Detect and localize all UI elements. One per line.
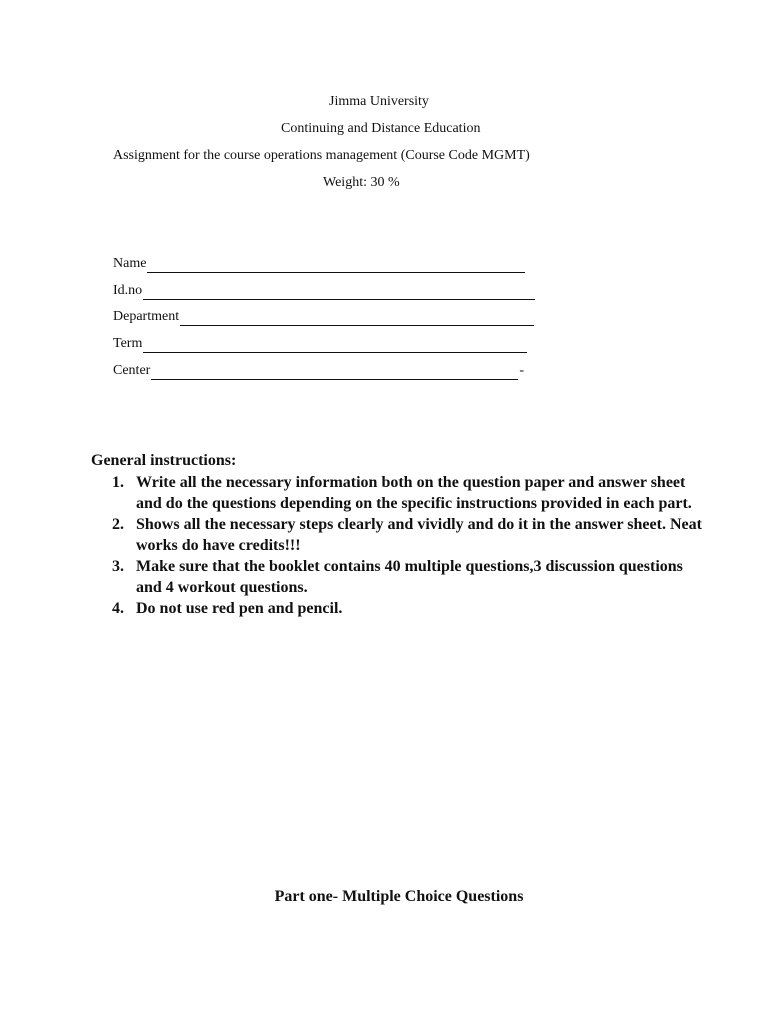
department-field-label: Department (113, 309, 180, 324)
instruction-item (108, 556, 708, 598)
department-field-line (180, 312, 534, 326)
instruction-item (108, 514, 708, 556)
name-field-label: Name (113, 256, 147, 271)
department-field (113, 308, 534, 326)
instruction-item (108, 598, 708, 619)
part-one-title: Part one- Multiple Choice Questions (274, 888, 524, 905)
university-name: Jimma University (329, 94, 429, 109)
name-field (113, 255, 525, 273)
center-field (113, 362, 524, 380)
name-field-line (147, 259, 525, 273)
center-field-line (151, 366, 518, 380)
id-field (113, 282, 535, 300)
center-field-suffix: - (519, 363, 524, 378)
id-field-label: Id.no (113, 283, 143, 298)
division-name: Continuing and Distance Education (281, 121, 481, 136)
instruction-item (108, 472, 708, 514)
center-field-label: Center (113, 363, 151, 378)
instruction-text: Make sure that the booklet contains 40 multiple questions,3 discussion questions and 4 workout questions. (136, 558, 683, 596)
assignment-title: Assignment for the course operations management (Course Code MGMT) (113, 148, 530, 163)
term-field (113, 335, 527, 353)
instruction-number: 4. (112, 600, 124, 617)
instruction-number: 3. (112, 558, 124, 575)
term-field-label: Term (113, 336, 143, 351)
instruction-number: 2. (112, 516, 124, 533)
weight-label: Weight: 30 % (323, 175, 400, 190)
term-field-line (143, 339, 527, 353)
instruction-number: 1. (112, 474, 124, 491)
instruction-text: Shows all the necessary steps clearly and vividly and do it in the answer sheet. Neat works do have credits!!! (136, 516, 702, 554)
instruction-text: Do not use red pen and pencil. (136, 600, 343, 617)
instructions-list (108, 472, 708, 619)
instruction-text: Write all the necessary information both on the question paper and answer sheet and do the questions depending on the specific instructions provided in each part. (136, 474, 692, 512)
id-field-line (143, 286, 535, 300)
instructions-title: General instructions: (91, 452, 237, 469)
